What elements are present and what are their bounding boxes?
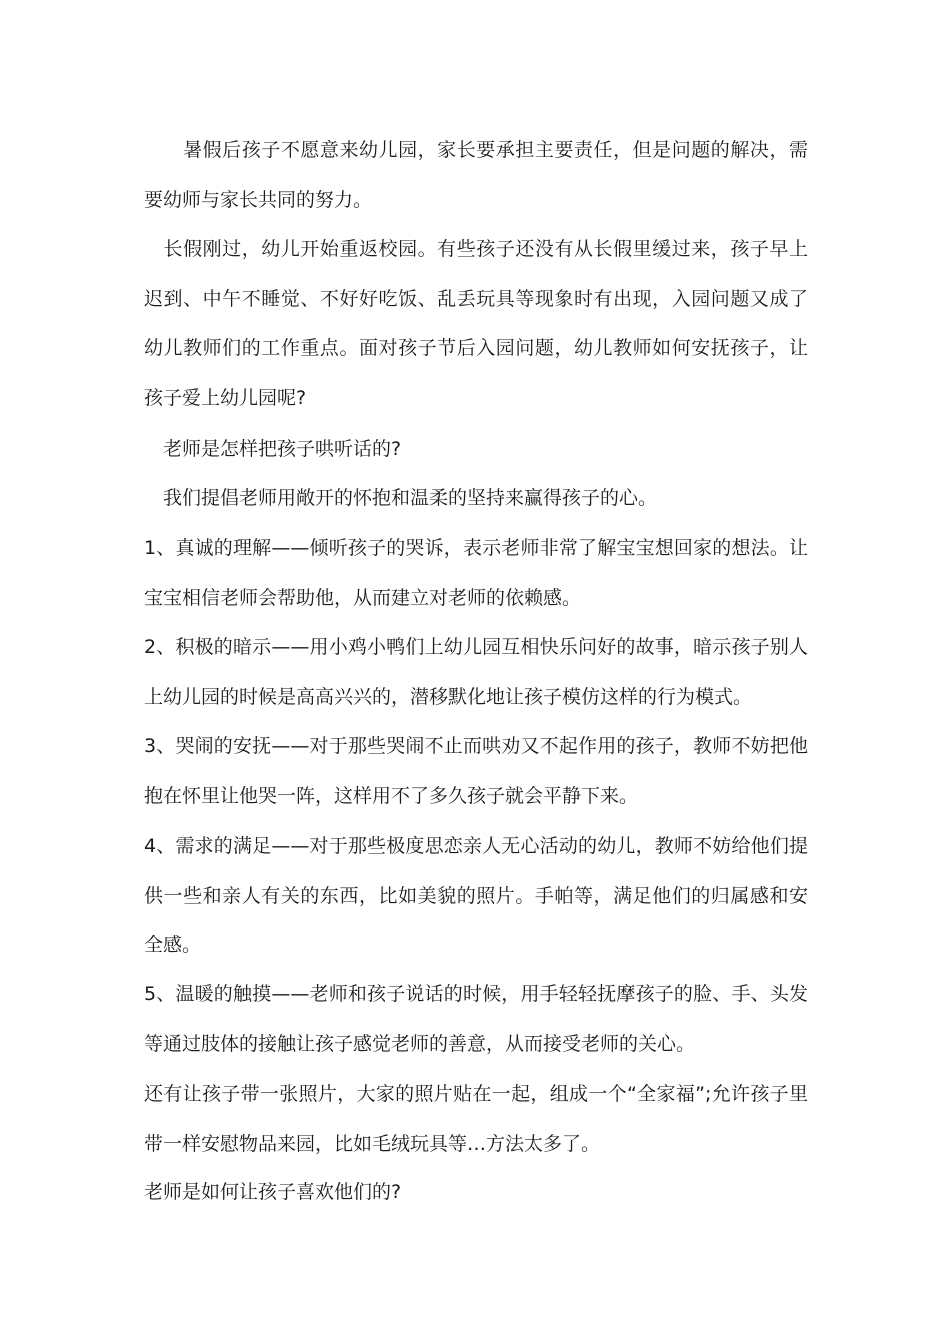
paragraph-question-2: 老师是如何让孩子喜欢他们的? [144, 1181, 402, 1203]
paragraph-intro: 暑假后孩子不愿意来幼儿园，家长要承担主要责任，但是问题的解决，需要幼师与家长共同的努力。 [144, 139, 808, 211]
list-item-2: 2、积极的暗示——用小鸡小鸭们上幼儿园互相快乐问好的故事，暗示孩子别人上幼儿园的时候是高高兴兴的，潜移默化地让孩子模仿这样的行为模式。 [144, 636, 808, 708]
list-item-3: 3、哭闹的安抚——对于那些哭闹不止而哄劝又不起作用的孩子，教师不妨把他抱在怀里让他哭一阵，这样用不了多久孩子就会平静下来。 [144, 735, 808, 807]
list-item-4: 4、需求的满足——对于那些极度思恋亲人无心活动的幼儿，教师不妨给他们提供一些和亲人有关的东西，比如美貌的照片。手帕等，满足他们的归属感和安全感。 [144, 835, 808, 956]
paragraph-principle: 我们提倡老师用敞开的怀抱和温柔的坚持来赢得孩子的心。 [144, 487, 658, 509]
paragraph-question-1: 老师是怎样把孩子哄听话的? [144, 438, 402, 460]
list-item-1: 1、真诚的理解——倾听孩子的哭诉，表示老师非常了解宝宝想回家的想法。让宝宝相信老师会帮助他，从而建立对老师的依赖感。 [144, 537, 808, 609]
list-item-5: 5、温暖的触摸——老师和孩子说话的时候，用手轻轻抚摩孩子的脸、手、头发等通过肢体的接触让孩子感觉老师的善意，从而接受老师的关心。 [144, 983, 808, 1055]
paragraph-context: 长假刚过，幼儿开始重返校园。有些孩子还没有从长假里缓过来，孩子早上迟到、中午不睡觉、不好好吃饭、乱丢玩具等现象时有出现，入园问题又成了幼儿教师们的工作重点。面对孩子节后入园问题，幼儿教师如何安抚孩子，让孩子爱上幼儿园呢? [144, 238, 808, 409]
paragraph-extra-methods: 还有让孩子带一张照片，大家的照片贴在一起，组成一个“全家福”;允许孩子里带一样安慰物品来园，比如毛绒玩具等…方法太多了。 [144, 1083, 808, 1155]
